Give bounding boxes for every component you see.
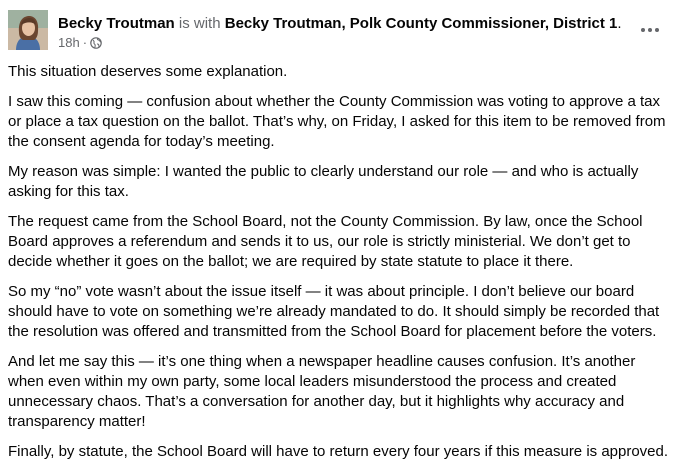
more-options-button[interactable] bbox=[632, 18, 668, 42]
separator-dot: · bbox=[82, 35, 88, 50]
avatar[interactable] bbox=[8, 10, 48, 50]
tagged-name[interactable]: Becky Troutman, Polk County Commissioner, District 1 bbox=[224, 15, 618, 32]
timestamp[interactable]: 18h bbox=[58, 35, 80, 50]
author-line bbox=[58, 14, 622, 33]
post-meta bbox=[58, 35, 102, 51]
post-body bbox=[8, 62, 672, 472]
post-paragraph: I saw this coming — confusion about whether the County Commission was voting to approve a tax or place a tax question on the ballot. That’s why, on Friday, I asked for this item to be removed from the consent agenda for today’s meeting. bbox=[8, 93, 666, 150]
post-paragraph: This situation deserves some explanation. bbox=[8, 63, 288, 80]
post-paragraph: Finally, by statute, the School Board will have to return every four years if this measure is approved. bbox=[8, 443, 669, 460]
post-header bbox=[8, 8, 672, 56]
author-name[interactable]: Becky Troutman bbox=[58, 15, 175, 32]
globe-icon[interactable] bbox=[90, 37, 102, 49]
avatar-image bbox=[8, 10, 48, 50]
post-paragraph: And let me say this — it’s one thing when a newspaper headline causes confusion. It’s another when even within my own party, some local leaders misunderstood the process and created unnecessary chaos. That’s a conversation for another day, but it highlights why accuracy and transparency matter! bbox=[8, 353, 636, 430]
post-paragraph: My reason was simple: I wanted the public to clearly understand our role — and who is actually asking for this tax. bbox=[8, 163, 639, 200]
more-horizontal-icon bbox=[640, 27, 660, 33]
post-paragraph: So my “no” vote wasn’t about the issue itself — it was about principle. I don’t believe our board should have to vote on something we’re already mandated to do. It should simply be recorded that the resolution was offered and transmitted from the School Board for placement before the voters. bbox=[8, 283, 660, 340]
post-paragraph: The request came from the School Board, not the County Commission. By law, once the School Board approves a referendum and sends it to us, our role is strictly ministerial. We don’t get to decide whether it goes on the ballot; we are required by state statute to place it there. bbox=[8, 213, 643, 270]
with-text: is with bbox=[178, 15, 221, 32]
period: . bbox=[617, 15, 622, 32]
